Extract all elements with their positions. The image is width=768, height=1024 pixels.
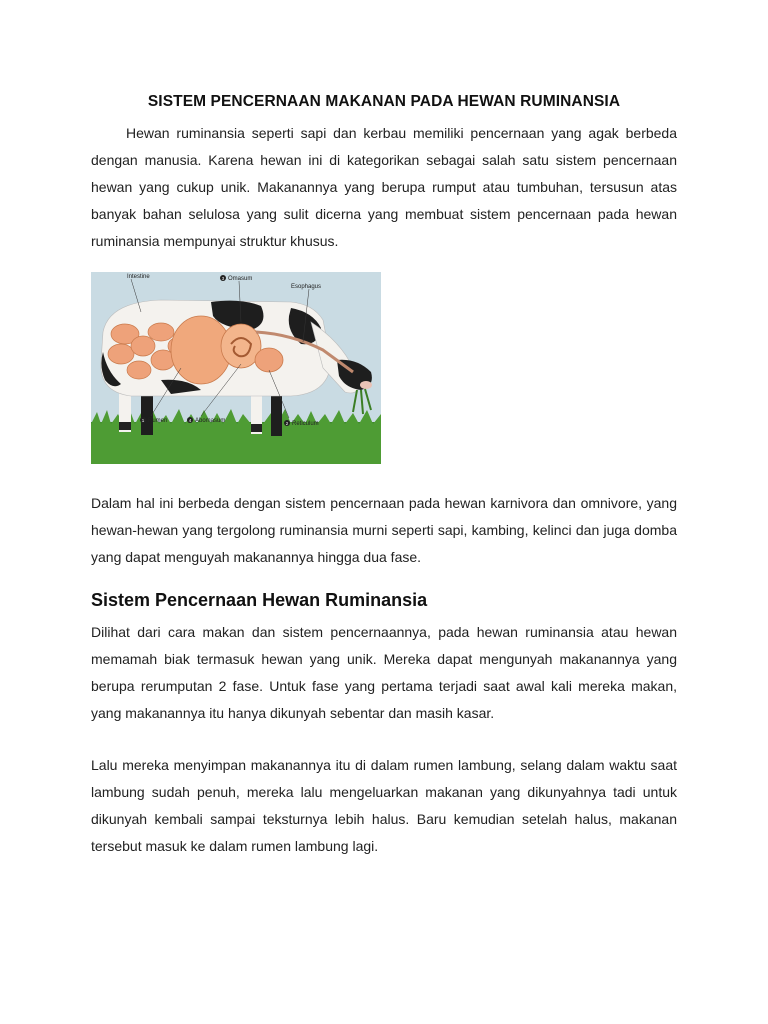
intestine-label: Intestine bbox=[127, 274, 150, 280]
esophagus-label: Esophagus bbox=[291, 284, 322, 290]
cow-illustration bbox=[91, 272, 381, 464]
ruminant-digestive-diagram bbox=[91, 272, 381, 464]
abomasum-label: Abomasum bbox=[195, 418, 226, 424]
reticulum-number: 2 bbox=[285, 421, 289, 426]
omasum-number: 3 bbox=[221, 276, 225, 281]
section-heading: Sistem Pencernaan Hewan Ruminansia bbox=[91, 590, 428, 610]
reticulum-label: Reticulum bbox=[292, 421, 319, 427]
intro-paragraph: Hewan ruminansia seperti sapi dan kerbau memiliki pencernaan yang agak berbeda dengan manusia. Karena hewan ini di kategorikan sebagai salah satu sistem pencernaan hewan yang cukup unik. Makanannya yang berupa rumput atau tumbuhan, tersusun atas banyak bahan selulosa yang sulit dicerna yang membuat sistem pencernaan pada hewan ruminansia mempunyai struktur khusus. bbox=[91, 125, 677, 249]
document-title: SISTEM PENCERNAAN MAKANAN PADA HEWAN RUMINANSIA bbox=[147, 93, 621, 110]
abomasum-number: 4 bbox=[188, 418, 192, 423]
rumen-number: 1 bbox=[141, 418, 145, 423]
rumen-label: Rumen bbox=[148, 418, 168, 424]
comparison-paragraph: Dalam hal ini berbeda dengan sistem pencernaan pada hewan karnivora dan omnivore, yang hewan-hewan yang tergolong ruminansia murni seperti sapi, kambing, kelinci dan juga domba yang dapat menguyah makanannya hingga dua fase. bbox=[91, 495, 677, 565]
second-phase-paragraph: Lalu mereka menyimpan makanannya itu di dalam rumen lambung, selang dalam waktu saat lambung sudah penuh, mereka lalu mengeluarkan makanan yang dikunyahnya tadi untuk dikunyah kembali sampai teksturnya lebih halus. Baru kemudian setelah halus, makanan tersebut masuk ke dalam rumen lambung lagi. bbox=[91, 757, 677, 854]
omasum-label: Omasum bbox=[228, 276, 253, 282]
first-phase-paragraph: Dilihat dari cara makan dan sistem pencernaannya, pada hewan ruminansia atau hewan memamah biak termasuk hewan yang unik. Mereka dapat mengunyah makanannya yang berupa rerumputan 2 fase. Untuk fase yang pertama terjadi saat awal kali mereka makan, yang makanannya itu hanya dikunyah sebentar dan masih kasar. bbox=[91, 624, 677, 721]
